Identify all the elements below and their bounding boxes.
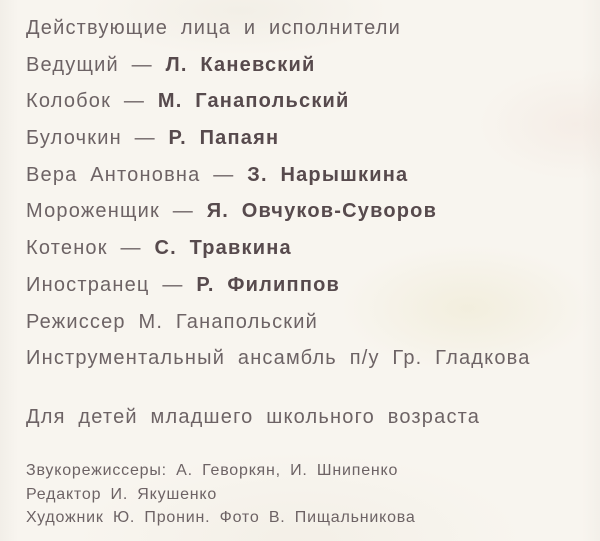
em-dash: — <box>123 90 146 113</box>
sound-engineers-credit: Звукорежиссеры: А. Геворкян, И. Шнипенко <box>26 462 399 479</box>
artist-photo-credit: Художник Ю. Пронин. Фото В. Пищальникова <box>26 509 416 526</box>
role-label: Колобок <box>26 90 112 113</box>
actor-name: Я. Овчуков-Суворов <box>206 200 438 223</box>
role-label: Вера Антоновна <box>26 163 201 186</box>
cast-and-performers-block <box>26 10 531 377</box>
cast-row <box>26 120 531 157</box>
em-dash: — <box>172 200 194 223</box>
em-dash: — <box>134 127 156 150</box>
ensemble-credit: Инструментальный ансамбль п/у Гр. Гладкова <box>26 347 531 370</box>
cast-header: Действующие лица и исполнители <box>26 17 402 39</box>
actor-name: З. Нарышкина <box>247 163 409 186</box>
cast-row <box>26 47 531 84</box>
cast-row <box>26 267 531 304</box>
production-credits-block <box>26 459 416 530</box>
role-label: Иностранец <box>26 273 150 296</box>
cast-row <box>26 230 531 267</box>
actor-name: Л. Каневский <box>165 53 316 76</box>
actor-name: Р. Филиппов <box>196 273 341 296</box>
editor-credit: Редактор И. Якушенко <box>26 485 218 503</box>
role-label: Булочкин <box>26 127 122 150</box>
actor-name: Р. Папаян <box>168 127 280 150</box>
cast-row <box>26 193 531 230</box>
em-dash: — <box>131 53 153 76</box>
em-dash: — <box>162 273 184 296</box>
cast-row <box>26 83 531 120</box>
em-dash: — <box>120 237 142 260</box>
director-credit: Режиссер М. Ганапольский <box>26 310 318 333</box>
actor-name: М. Ганапольский <box>157 90 350 113</box>
role-label: Мороженщик <box>26 200 160 223</box>
audience-note: Для детей младшего школьного возраста <box>26 406 481 428</box>
actor-name: С. Травкина <box>154 237 292 260</box>
cast-row <box>26 157 531 194</box>
em-dash: — <box>213 163 235 186</box>
role-label: Ведущий <box>26 53 119 76</box>
role-label: Котенок <box>26 237 108 260</box>
